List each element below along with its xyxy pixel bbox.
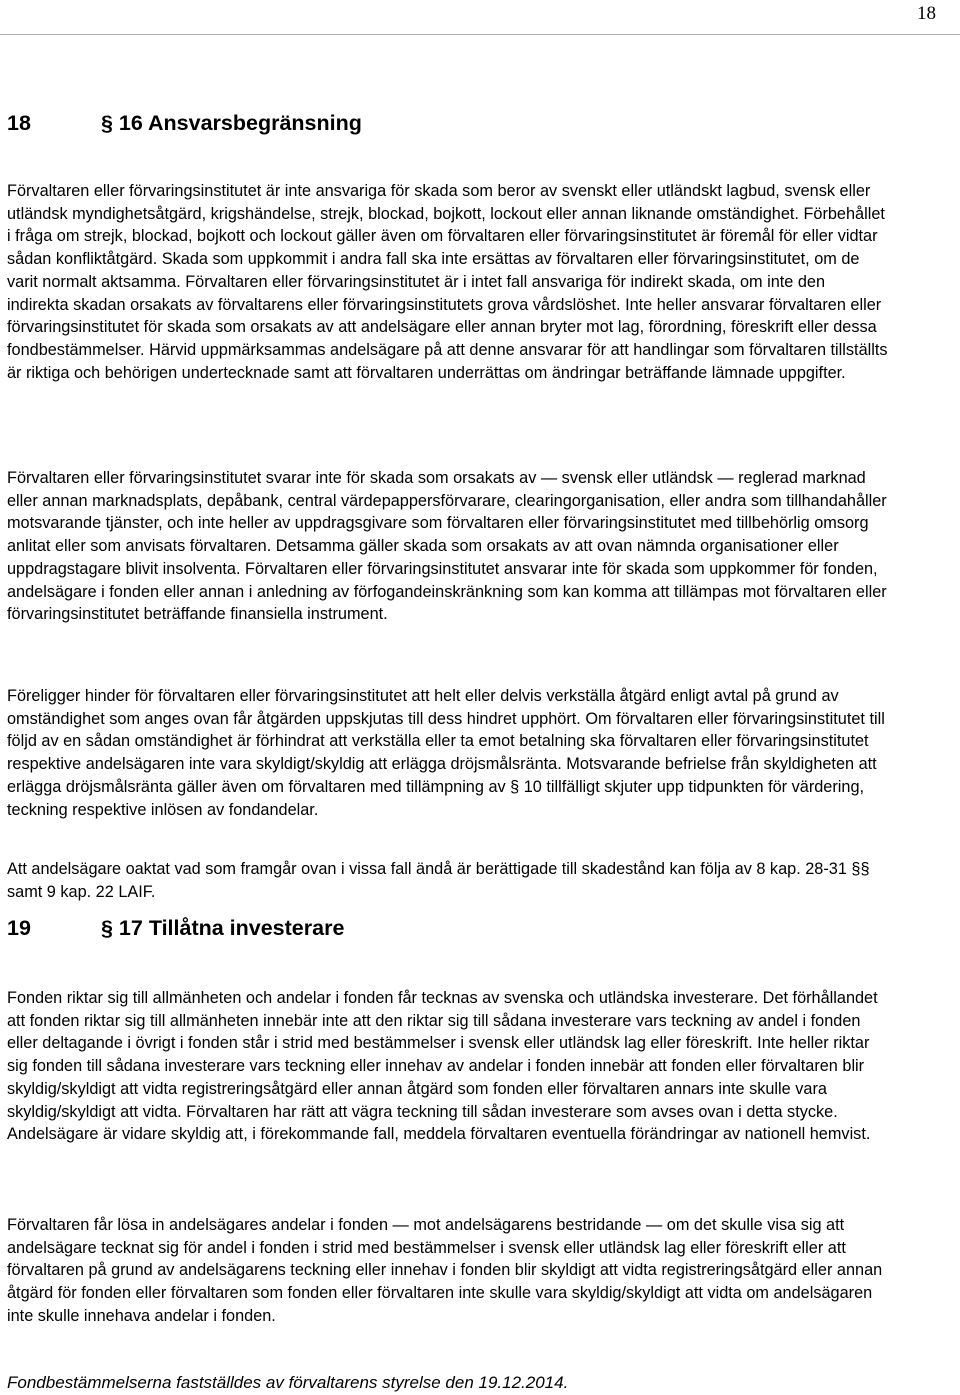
section-number: 18 (7, 111, 31, 135)
page-number: 18 (917, 3, 936, 24)
section-heading-18 (7, 111, 362, 136)
section-number: 19 (7, 916, 31, 940)
paragraph-liability-damages: Att andelsägare oaktat vad som framgår ovan i vissa fall ändå är berättigade till skadestånd kan följa av 8 kap. 28-31 §§ samt 9 kap. 22 LAIF. (7, 860, 870, 901)
paragraph-investors-redemption: Förvaltaren får lösa in andelsägares andelar i fonden — mot andelsägarens bestridande — om det skulle visa sig att andelsägare tecknat sig för andel i fonden i strid med bestämmelser i svensk eller utländsk lag eller föreskrift eller att förvaltaren på grund av andelsägarens teckning eller innehav i fonden blir skyldigt att vidta registreringsåtgärd eller annan åtgärd för fonden eller förvaltaren som fonden eller förvaltaren inte skulle vara skyldig/skyldigt att vidta om andelsägaren inte skulle innehava andelar i fonden. (7, 1216, 883, 1325)
paragraph-investors-general: Fonden riktar sig till allmänheten och andelar i fonden får tecknas av svenska och utländska investerare. Det förhållandet att fonden riktar sig till allmänheten innebär inte att den riktar sig till sådana investerare vars teckning av andel i fonden eller deltagande i övrigt i fonden står i strid med bestämmelser i svensk eller utländsk lag eller föreskrift. Inte heller riktar sig fonden till sådana investerare vars teckning eller innehav av andelar i fonden innebär att fonden eller förvaltaren blir skyldig/skyldigt att vidta registreringsåtgärd eller annan åtgärd som fonden eller förvaltaren annars inte skulle vara skyldig/skyldigt att vidta. Förvaltaren har rätt att vägra teckning till sådan investerare som avses ovan i detta stycke. Andelsägare är vidare skyldig att, i förekommande fall, meddela förvaltaren eventuella förändringar av nationell hemvist. (7, 989, 878, 1144)
footer-note: Fondbestämmelserna fastställdes av förvaltarens styrelse den 19.12.2014. (7, 1373, 569, 1392)
section-title: § 16 Ansvarsbegränsning (101, 111, 362, 135)
paragraph-liability-general: Förvaltaren eller förvaringsinstitutet är inte ansvariga för skada som beror av svenskt eller utländskt lagbud, svensk eller utländsk myndighetsåtgärd, krigshändelse, strejk, blockad, bojkott, lockout eller annan liknande omständighet. Förbehållet i fråga om strejk, blockad, bojkott och lockout gäller även om förvaltaren eller förvaringsinstitutet är föremål för eller vidtar sådan konfliktåtgärd. Skada som uppkommit i andra fall ska inte ersättas av förvaltaren eller förvaringsinstitutet, om de varit normalt aktsamma. Förvaltaren eller förvaringsinstitutet är i intet fall ansvariga för indirekt skada, om inte den indirekta skadan orsakats av förvaltarens eller förvaringsinstitutets grova vårdslöshet. Inte heller ansvarar förvaltaren eller förvaringsinstitutet för skada som orsakats av att andelsägare eller annan bryter mot lag, förordning, föreskrift eller dessa fondbestämmelser. Härvid uppmärksammas andelsägare på att denne ansvarar för att handlingar som förvaltaren tillställts är riktiga och behörigen undertecknade samt att förvaltaren underrättas om ändringar beträffande lämnade uppgifter. (7, 182, 888, 382)
paragraph-liability-third-parties: Förvaltaren eller förvaringsinstitutet svarar inte för skada som orsakats av — svensk eller utländsk — reglerad marknad eller annan marknadsplats, depåbank, central värdepappersförvarare, clearingorganisation, eller andra som tillhandahåller motsvarande tjänster, och inte heller av uppdragsgivare som förvaltaren eller förvaringsinstitutet med tillbehörlig omsorg anlitat eller som anvisats förvaltaren. Detsamma gäller skada som orsakats av att ovan nämnda organisationer eller uppdragstagare blivit insolventa. Förvaltaren eller förvaringsinstitutet ansvarar inte för skada som uppkommer för fonden, andelsägare i fonden eller annan i anledning av förfogandeinskränkning som kan komma att tillämpas mot förvaltaren eller förvaringsinstitutet beträffande finansiella instrument. (7, 469, 887, 624)
section-title: § 17 Tillåtna investerare (101, 916, 345, 940)
page-divider (0, 34, 960, 35)
paragraph-liability-hindrance: Föreligger hinder för förvaltaren eller förvaringsinstitutet att helt eller delvis verkställa åtgärd enligt avtal på grund av omständighet som anges ovan får åtgärden uppskjutas till dess hindret upphört. Om förvaltaren eller förvaringsinstitutet till följd av en sådan omständighet är förhindrat att verkställa eller ta emot betalning ska förvaltaren eller förvaringsinstitutet respektive andelsägaren inte vara skyldigt/skyldig att erlägga dröjsmålsränta. Motsvarande befrielse från skyldigheten att erlägga dröjsmålsränta gäller även om förvaltaren med tillämpning av § 10 tillfälligt skjuter upp tidpunkten för värdering, teckning respektive inlösen av fondandelar. (7, 687, 885, 819)
section-heading-19 (7, 916, 344, 941)
